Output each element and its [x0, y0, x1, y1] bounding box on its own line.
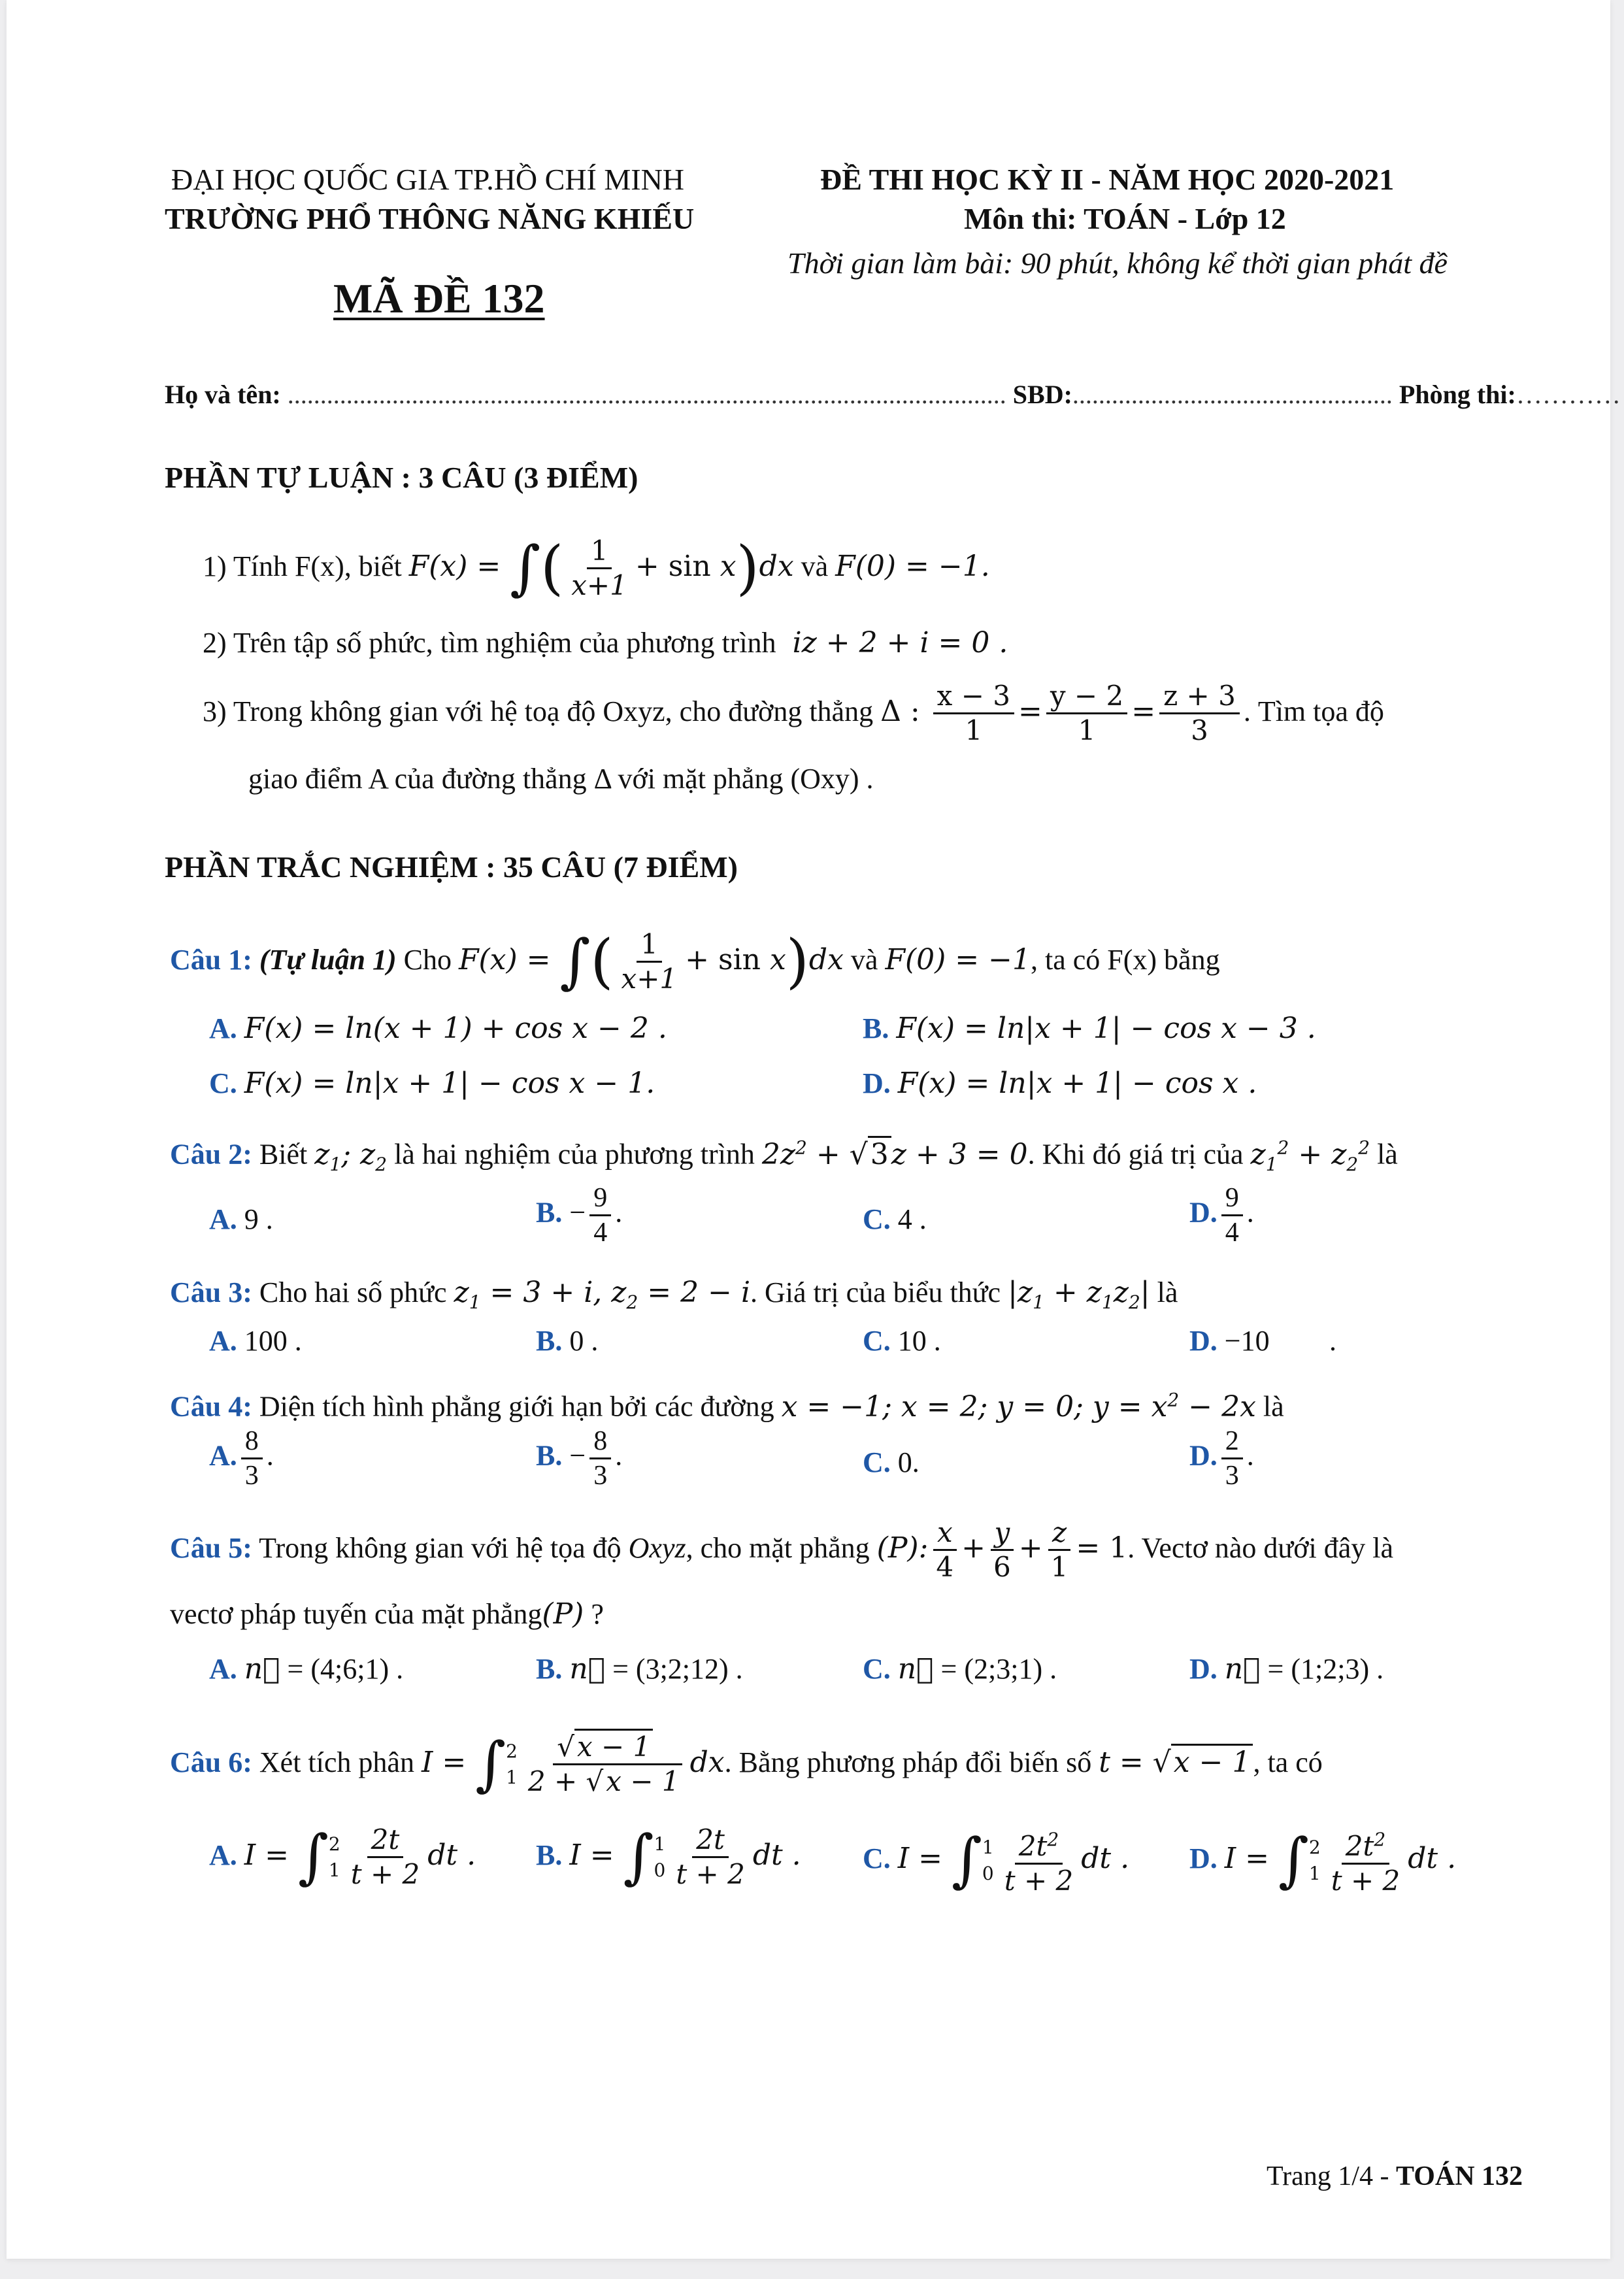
question-4-label: Câu 4: [170, 1390, 252, 1423]
essay-heading: PHẦN TỰ LUẬN : 3 CÂU (3 ĐIỂM) [165, 461, 638, 494]
question-1-label: Câu 1: [170, 944, 252, 976]
q3-option-b[interactable]: B. 0 . [536, 1325, 599, 1357]
q1-option-b[interactable]: B. F(x) = ln|x + 1| − cos x − 3 . [863, 1012, 1316, 1045]
q2-option-a[interactable]: A. 9 . [209, 1203, 273, 1235]
question-1: Câu 1: (Tự luận 1) Cho F(x) = ∫( $\frac{1}{x+1}$ + sin x)dx và F(0) = −1, ta có F(x) bằng [170, 927, 1220, 996]
school-name: TRƯỜNG PHỔ THÔNG NĂNG KHIẾU [165, 202, 695, 235]
exam-duration: Thời gian làm bài: 90 phút, không kể thời gian phát đề [787, 246, 1448, 280]
q3-option-d[interactable]: D. −10 [1189, 1325, 1270, 1357]
question-2-label: Câu 2: [170, 1138, 252, 1171]
q5-option-c[interactable]: C. n⃗ = (2;3;1) . [863, 1652, 1057, 1686]
essay-question-2: 2) Trên tập số phức, tìm nghiệm của phương trình iz + 2 + i = 0 . [203, 626, 1008, 659]
q3-option-a[interactable]: A. 100 . [209, 1325, 302, 1357]
line-equation: Δ : $\frac{x - 3}{1}$ = $\frac{y - 2}{1}$ = $\frac{z + 3}{3}$ [880, 695, 1244, 728]
exam-subject: Môn thi: TOÁN - Lớp 12 [964, 202, 1286, 235]
question-6-label: Câu 6: [170, 1746, 252, 1778]
q3-trailing-dot: . [1329, 1325, 1336, 1357]
q4-option-c[interactable]: C. 0. [863, 1446, 920, 1478]
q4-option-b[interactable]: B. − $\frac{8}{3}$ . [536, 1426, 623, 1491]
student-info-line [165, 376, 1621, 413]
q4-option-d[interactable]: D. $\frac{2}{3}$ . [1189, 1426, 1254, 1491]
q2-option-c[interactable]: C. 4 . [863, 1203, 927, 1235]
mcq-heading: PHẦN TRẮC NGHIỆM : 35 CÂU (7 ĐIỂM) [165, 850, 738, 884]
essay-question-1: 1) Tính F(x), biết F(x) = ∫( $\frac{1}{x+1}$ + sin x)dx và F(0) = −1. [203, 533, 990, 603]
exam-title: ĐỀ THI HỌC KỲ II - NĂM HỌC 2020-2021 [820, 163, 1395, 196]
q4-option-a[interactable]: A. $\frac{8}{3}$ . [209, 1426, 274, 1491]
q1-option-a[interactable]: A. F(x) = ln(x + 1) + cos x − 2 . [209, 1012, 667, 1045]
question-2: Câu 2: Biết $z_1$; $z_2$ là hai nghiệm của phương trình $2z^2 + √3z + 3 = 0$. Khi đó giá trị của $z_1^2 + z_2^2$ là [170, 1137, 1398, 1175]
integral-formula: F(x) = ∫( $\frac{1}{x+1}$ + sin x)dx [408, 533, 794, 603]
question-5: Câu 5: Trong không gian với hệ tọa độ Oxyz, cho mặt phẳng (P): $\frac{x}{4}$ + $\frac{y}{6}$ + $\frac{z}{1}$ = 1. Vectơ nào dưới đây là [170, 1516, 1394, 1583]
university-name: ĐẠI HỌC QUỐC GIA TP.HỒ CHÍ MINH [171, 163, 685, 196]
question-5-label: Câu 5: [170, 1532, 252, 1564]
sbd-field[interactable]: ................................................. [1072, 380, 1393, 409]
q5-option-d[interactable]: D. n⃗ = (1;2;3) . [1189, 1652, 1384, 1686]
page-footer: Trang 1/4 - TOÁN 132 [1267, 2161, 1523, 2191]
essay-question-3-line2: giao điểm A của đường thẳng Δ với mặt phẳng (Oxy) . [248, 763, 874, 795]
question-3-label: Câu 3: [170, 1276, 252, 1308]
q3-option-c[interactable]: C. 10 . [863, 1325, 941, 1357]
q6-option-c[interactable]: C. I = ∫ 1 0 $\frac{2t^2}{t + 2}$ dt . [863, 1823, 1129, 1897]
question-5-line2: vectơ pháp tuyến của mặt phẳng(P) ? [170, 1597, 604, 1631]
name-label: Họ và tên: [165, 380, 281, 409]
name-field[interactable]: .............................................................................................................. [287, 380, 1006, 409]
room-field[interactable]: ………… [1516, 380, 1621, 409]
room-label: Phòng thi: [1399, 380, 1516, 409]
q2-option-d[interactable]: D. $\frac{9}{4}$ . [1189, 1183, 1254, 1248]
q1-option-d[interactable]: D. F(x) = ln|x + 1| − cos x . [863, 1067, 1257, 1100]
essay-question-3: 3) Trong không gian với hệ toạ độ Oxyz, cho đường thẳng Δ : $\frac{x - 3}{1}$ = $\frac{y - 2}{1}$ = $\frac{z + 3}{3}$ . Tìm tọa độ [203, 680, 1384, 746]
q6-option-a[interactable]: A. I = ∫ 2 1 $\frac{2t}{t + 2}$ dt . [209, 1822, 476, 1891]
question-6: Câu 6: Xét tích phân I = ∫ 2 1 $\frac{√x - 1}{2 + √x - 1}$ dx. Bằng phương pháp đổi biến số t = √x − 1, ta có [170, 1729, 1323, 1799]
q6-option-d[interactable]: D. I = ∫ 2 1 $\frac{2t^2}{t + 2}$ dt . [1189, 1823, 1456, 1897]
question-4: Câu 4: Diện tích hình phẳng giới hạn bởi các đường x = −1; x = 2; y = 0; $y = x^2 - 2x$ là [170, 1389, 1284, 1423]
sbd-label: SBD: [1012, 380, 1072, 409]
q5-option-a[interactable]: A. n⃗ = (4;6;1) . [209, 1652, 404, 1686]
q1-option-c[interactable]: C. F(x) = ln|x + 1| − cos x − 1. [209, 1067, 655, 1100]
q6-option-b[interactable]: B. I = ∫ 1 0 $\frac{2t}{t + 2}$ dt . [536, 1822, 801, 1891]
exam-code: MÃ ĐỀ 132 [333, 275, 545, 322]
q5-option-b[interactable]: B. n⃗ = (3;2;12) . [536, 1652, 743, 1686]
q2-option-b[interactable]: B. − $\frac{9}{4}$ . [536, 1183, 623, 1248]
question-3: Câu 3: Cho hai số phức $z_1 = 3 + i$, $z_2 = 2 - i$. Giá trị của biểu thức $|z_1 + z_1z_2|$ là [170, 1276, 1178, 1313]
exam-page [7, 0, 1621, 2259]
